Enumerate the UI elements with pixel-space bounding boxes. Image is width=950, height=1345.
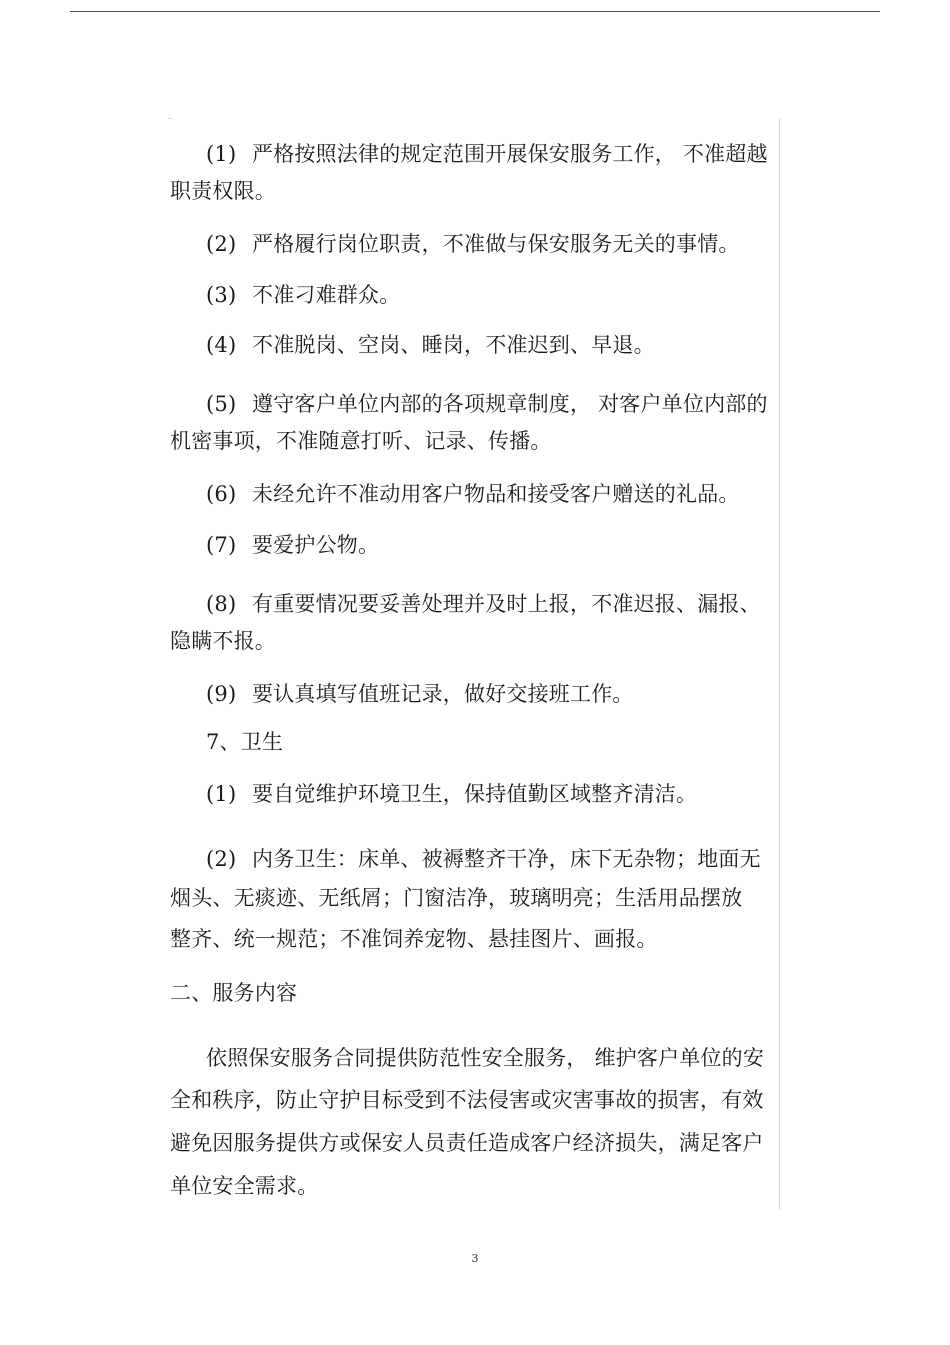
hygiene-item-2-continuation: 整齐、统一规范；不准饲养宠物、悬挂图片、画报。 [170, 927, 658, 951]
item-text: 严格履行岗位职责，不准做与保安服务无关的事情。 [252, 232, 740, 256]
item-number: (8) [206, 592, 237, 616]
item-number: (5) [206, 392, 237, 416]
list-item-8 [206, 589, 761, 619]
list-item-4 [206, 330, 655, 360]
list-item-2 [206, 229, 740, 259]
item-text: 要自觉维护环境卫生，保持值勤区域整齐清洁。 [252, 782, 698, 806]
item-text: 有重要情况要妥善处理并及时上报，不准迟报、漏报、 [252, 592, 761, 616]
hygiene-item-2-continuation: 烟头、无痰迹、无纸屑；门窗洁净，玻璃明亮；生活用品摆放 [170, 886, 743, 910]
margin-tick [168, 118, 172, 119]
list-item-5-continuation: 机密事项，不准随意打听、记录、传播。 [170, 429, 552, 453]
item-text: 严格按照法律的规定范围开展保安服务工作， 不准超越 [252, 142, 768, 166]
list-item-9 [206, 679, 634, 709]
item-number: (4) [206, 333, 237, 357]
item-text: 遵守客户单位内部的各项规章制度， 对客户单位内部的 [252, 392, 768, 416]
list-item-8-continuation: 隐瞒不报。 [170, 629, 276, 653]
service-paragraph-line: 依照保安服务合同提供防范性安全服务， 维护客户单位的安 [206, 1046, 765, 1070]
header-rule [70, 11, 880, 12]
list-item-1 [206, 139, 768, 169]
item-text: 未经允许不准动用客户物品和接受客户赠送的礼品。 [252, 482, 740, 506]
item-number: (2) [206, 847, 237, 871]
list-item-1-continuation: 职责权限。 [170, 179, 276, 203]
item-number: (1) [206, 782, 237, 806]
item-number: (3) [206, 283, 237, 307]
list-item-5 [206, 389, 768, 419]
hygiene-item-2 [206, 844, 761, 874]
item-text: 内务卫生：床单、被褥整齐干净，床下无杂物；地面无 [252, 847, 761, 871]
item-text: 不准刁难群众。 [252, 283, 401, 307]
section-heading-hygiene: 7、卫生 [206, 730, 284, 754]
item-number: (2) [206, 232, 237, 256]
page-number: 3 [471, 1252, 479, 1265]
item-number: (1) [206, 142, 237, 166]
margin-rule [779, 118, 780, 1210]
list-item-7 [206, 530, 379, 560]
service-paragraph-line: 单位安全需求。 [170, 1174, 319, 1198]
list-item-3 [206, 280, 400, 310]
section-heading-service: 二、服务内容 [170, 981, 298, 1005]
item-number: (6) [206, 482, 237, 506]
service-paragraph-line: 全和秩序，防止守护目标受到不法侵害或灾害事故的损害，有效 [170, 1088, 764, 1112]
list-item-6 [206, 479, 740, 509]
item-text: 要爱护公物。 [252, 533, 380, 557]
item-number: (9) [206, 682, 237, 706]
item-text: 不准脱岗、空岗、睡岗，不准迟到、早退。 [252, 333, 655, 357]
service-paragraph-line: 避免因服务提供方或保安人员责任造成客户经济损失，满足客户 [170, 1131, 764, 1155]
hygiene-item-1 [206, 779, 697, 809]
item-number: (7) [206, 533, 237, 557]
item-text: 要认真填写值班记录，做好交接班工作。 [252, 682, 634, 706]
